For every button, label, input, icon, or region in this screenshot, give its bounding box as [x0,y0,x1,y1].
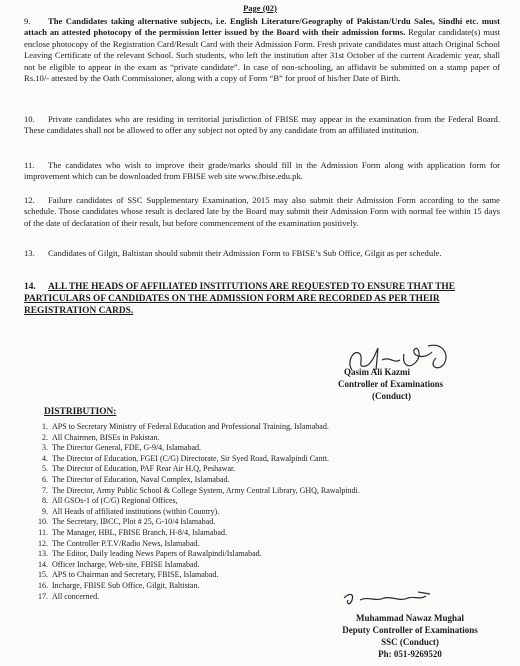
distribution-item [34,560,360,571]
signature-2-title: Deputy Controller of Examinations [342,625,478,635]
paragraph-13-text: Candidates of Gilgit, Baltistan should submit their Admission Form to FBISE’s Sub Office, Gilgit as per schedule. [48,248,442,258]
paragraph-9-number: 9. [24,16,31,26]
distribution-item-number: 4. [42,453,48,463]
distribution-item-text: The Editor, Daily leading News Papers of Rawalpindi/Islamabad. [52,549,262,559]
distribution-item [34,592,360,603]
distribution-item-number: 10. [38,517,48,527]
signature-1-title: Controller of Examinations [338,379,444,389]
distribution-list [34,422,360,602]
page-number-header: Page (02) [243,3,277,13]
distribution-item [34,549,360,560]
distribution-item [34,528,360,539]
distribution-item-number: 14. [38,559,48,569]
distribution-item-number: 15. [38,570,48,580]
distribution-item-text: The Secretary, IBCC, Plot # 25, G-10/4 Islamabad. [52,517,216,527]
distribution-item-number: 6. [42,474,48,484]
distribution-item-text: Officer Incharge, Web-site, FBISE Islamabad. [52,559,200,569]
distribution-item-number: 11. [38,527,48,537]
paragraph-11-text: The candidates who wish to improve their grade/marks should fill in the Admission Form along with application form for improvement which can be downloaded from FBISE web site www.fbise.edu.pk. [24,160,500,182]
distribution-title: DISTRIBUTION: [44,407,117,417]
distribution-item [34,570,360,581]
distribution-item-text: The Director, Army Public School & College System, Army Central Library, GHQ, Rawalpindi. [52,485,360,495]
signature-1-subtitle: (Conduct) [372,391,412,401]
signature-2-name: Muhammad Nawaz Mughal [355,613,464,623]
distribution-item-text: The Director of Education, PAF Rear Air H.Q, Peshawar. [52,464,236,474]
paragraph-12-number: 12. [24,195,35,205]
distribution-item [34,443,360,454]
distribution-item-text: All GSOs-1 of (C/G) Regional Offices, [52,496,178,506]
distribution-item [34,454,360,465]
paragraph-14 [24,281,506,317]
distribution-item [34,517,360,528]
distribution-item-number: 2. [42,432,48,442]
paragraph-10-text: Private candidates who are residing in territorial jurisdiction of FBISE may appear in the examination from the Federal Board. These candidates shall not be allowed to offer any subject not opted by any candidate from an affiliated institution. [24,114,500,136]
distribution-item [34,475,360,486]
handwritten-signature-2 [340,588,450,610]
distribution-item-number: 1. [42,422,48,431]
distribution-item [34,581,360,592]
paragraph-10-number: 10. [24,114,35,124]
paragraph-11 [24,160,500,183]
distribution-item [34,433,360,444]
distribution-item [34,539,360,550]
signature-1-name: Qasim Ali Kazmi [344,367,410,377]
distribution-item-number: 13. [38,549,48,559]
distribution-item [34,507,360,518]
distribution-item [34,486,360,497]
paragraph-14-text: ALL THE HEADS OF AFFILIATED INSTITUTIONS ARE REQUESTED TO ENSURE THAT THE PARTICULARS OF CANDIDATES ON THE ADMISSION FORM ARE RECORDED AS PER THEIR REGISTRATION CARDS. [24,282,455,316]
paragraph-9 [24,16,500,84]
distribution-item-number: 8. [42,496,48,506]
distribution-item-text: Incharge, FBISE Sub Office, Gilgit, Baltistan. [52,580,200,590]
distribution-item-text: APS to Chairman and Secretary, FBISE, Islamabad. [52,570,219,580]
distribution-item-text: All concerned. [52,591,100,601]
paragraph-12 [24,195,500,229]
distribution-item-number: 16. [38,580,48,590]
distribution-item-text: The Director of Education, FGEI (C/G) Directorate, Sir Syed Road, Rawalpindi Cantt. [52,453,330,463]
paragraph-13-number: 13. [24,248,35,258]
signature-2-subtitle: SSC (Conduct) [381,637,439,647]
distribution-item-number: 3. [42,443,48,453]
distribution-item-number: 7. [42,485,48,495]
paragraph-10 [24,114,500,137]
paragraph-9-text: Regular candidate(s) must enclose photocopy of the Registration Card/Result Card with their Admission Form. Fresh private candidates must attach Original School Leaving Certificate of the relevant School. Such students, who left the institution after 31st October of the current Academic year, shall not be eligible to appear in the exam as “private candidate”. In case of non-schooling, an affidavit be submitted on a stamp paper of Rs.10/- attested by the Oath Commissioner, along with a copy of Form “B” for proof of his/her Date of Birth. [24,27,500,84]
paragraph-13 [24,248,500,259]
distribution-item-text: All Chairmen, BISEs in Pakistan. [52,432,160,442]
distribution-item-number: 5. [42,464,48,474]
distribution-item-text: The Director General, FDE, G-9/4, Islamabad. [52,443,202,453]
signature-2-phone: Ph: 051-9269520 [378,649,442,659]
signature-2-block [322,612,498,660]
paragraph-11-number: 11. [24,160,35,170]
distribution-item-number: 9. [42,506,48,516]
distribution-item-number: 17. [38,591,48,601]
distribution-item [34,422,360,433]
distribution-item-text: APS to Secretary Ministry of Federal Education and Professional Training, Islamabad. [52,422,329,431]
distribution-item [34,496,360,507]
distribution-item-text: All Heads of affiliated institutions (within Country). [52,506,220,516]
distribution-item-text: The Manager, HBL, FBISE Branch, H-8/4, Islamabad. [52,527,227,537]
paragraph-14-number: 14. [24,282,36,292]
signature-1-block [338,366,478,402]
distribution-item [34,464,360,475]
paragraph-9-bold-text: The Candidates taking alternative subjects, i.e. English Literature/Geography of Pakistan/Urdu Sales, Sindhi etc. must attach an attested photocopy of the permission letter issued by the Board with their admission forms. [24,16,500,38]
distribution-item-text: The Director of Education, Naval Complex, Islamabad. [52,474,230,484]
distribution-item-text: The Controller P.T.V/Radio News, Islamabad. [52,538,200,548]
distribution-item-number: 12. [38,538,48,548]
paragraph-12-text: Failure candidates of SSC Supplementary Examination, 2015 may also submit their Admission Form according to the same schedule. Those candidates whose result is declared late by the Board may submit their Admission Form with normal fee within 15 days of the date of declaration of their result, but before commencement of the examination positively. [24,195,500,228]
